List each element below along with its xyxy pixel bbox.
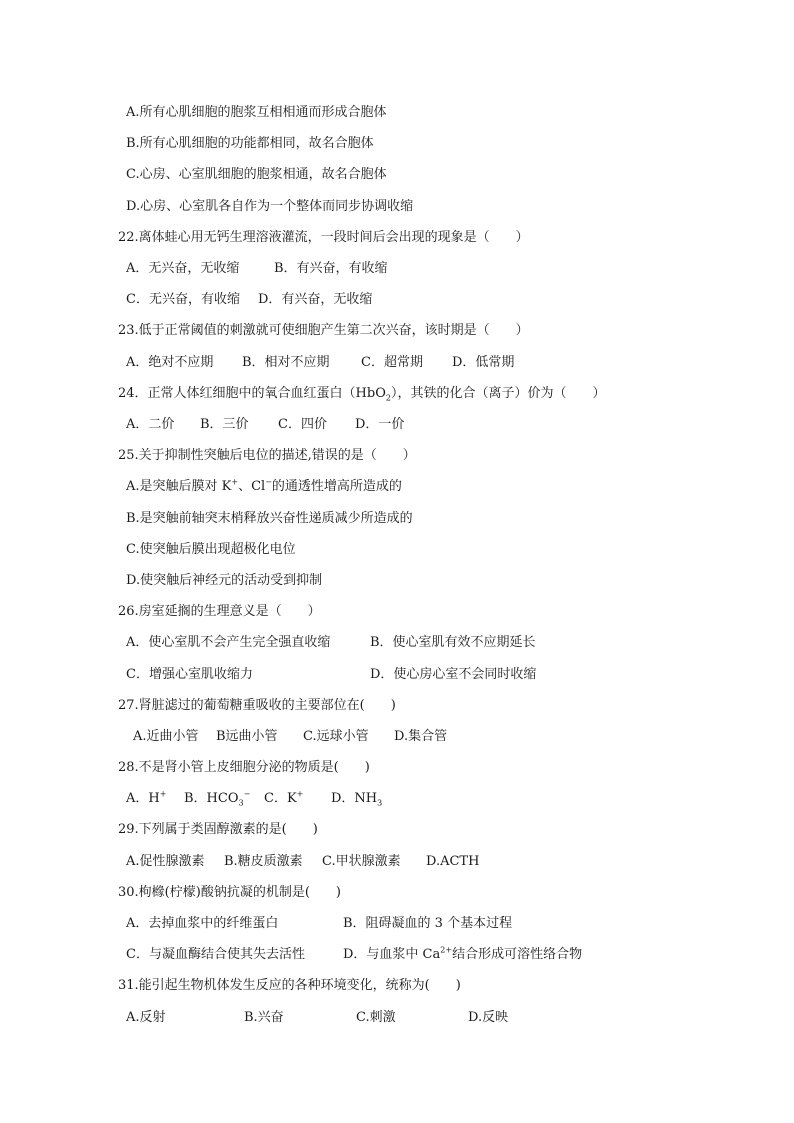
q26-option-c: C．增强心室肌收缩力 xyxy=(126,667,253,682)
q30-d-sup: 2+ xyxy=(440,945,453,955)
q27-option-a: A.近曲小管 xyxy=(133,729,199,744)
q23-stem: 23.低于正常阈值的刺激就可使细胞产生第二次兴奋，该时期是（ ） xyxy=(118,323,529,338)
q22-option-d: D．有兴奋，无收缩 xyxy=(258,292,373,307)
q21-option-c: C.心房、心室肌细胞的胞浆相通，故名合胞体 xyxy=(126,167,387,182)
q27-option-d: D.集合管 xyxy=(394,729,448,744)
q30-option-a: A．去掉血浆中的纤维蛋白 xyxy=(126,916,279,931)
q28-option-c xyxy=(264,790,303,808)
q26-option-d: D．使心房心室不会同时收缩 xyxy=(370,667,537,682)
q25-a-pre: A.是突触后膜对 K xyxy=(126,479,232,494)
q28-option-a xyxy=(126,790,166,808)
q30-stem: 30.枸橼(柠檬)酸钠抗凝的机制是( ) xyxy=(118,885,341,900)
q28-option-b xyxy=(184,790,250,808)
q21-option-a: A.所有心肌细胞的胞浆互相相通而形成合胞体 xyxy=(126,105,387,120)
q26-option-b: B．使心室肌有效不应期延长 xyxy=(370,635,536,650)
q31-option-c: C.刺激 xyxy=(356,1010,396,1025)
q28-c-text: C．K xyxy=(264,791,297,806)
q28-b-text: B．HCO xyxy=(184,791,239,806)
q28-b-sub: 3 xyxy=(238,798,244,808)
q27-option-b: B远曲小管 xyxy=(216,729,278,744)
q29-option-d: D.ACTH xyxy=(426,854,480,869)
q29-stem: 29.下列属于类固醇激素的是( ) xyxy=(118,822,318,837)
q28-b-sup: − xyxy=(243,789,251,799)
q31-option-a: A.反射 xyxy=(126,1010,166,1025)
q24-stem-sub: 2 xyxy=(385,393,391,403)
q31-stem: 31.能引起生物机体发生反应的各种环境变化，统称为( ) xyxy=(118,978,461,993)
q24-option-c: C．四价 xyxy=(278,417,327,432)
q23-option-b: B．相对不应期 xyxy=(242,355,330,370)
q31-option-d: D.反映 xyxy=(468,1010,509,1025)
q25-option-a xyxy=(126,478,402,496)
q25-option-c: C.使突触后膜出现超极化电位 xyxy=(126,542,296,557)
q24-stem-post: ），其铁的化合（离子）价为（ ） xyxy=(390,386,606,401)
q25-a-sup1: + xyxy=(231,477,239,487)
q28-d-text: D．NH xyxy=(331,791,378,806)
q23-option-c: C．超常期 xyxy=(361,355,423,370)
q29-option-c: C.甲状腺激素 xyxy=(322,854,401,869)
q22-option-c: C．无兴奋，有收缩 xyxy=(126,292,240,307)
q26-option-a: A．使心室肌不会产生完全强直收缩 xyxy=(126,635,331,650)
q22-stem: 22.离体蛙心用无钙生理溶液灌流，一段时间后会出现的现象是（ ） xyxy=(118,230,529,245)
q26-stem: 26.房室延搁的生理意义是（ ） xyxy=(118,604,321,619)
q30-option-b: B．阻碍凝血的 3 个基本过程 xyxy=(343,916,513,931)
q28-option-d xyxy=(331,790,382,808)
q25-a-sup2: − xyxy=(265,477,272,487)
q25-option-d: D.使突触后神经元的活动受到抑制 xyxy=(126,573,323,588)
q28-stem: 28.不是肾小管上皮细胞分泌的物质是( ) xyxy=(118,760,370,775)
q25-a-mid: 、Cl xyxy=(238,479,266,494)
q24-stem-pre: 24．正常人体红细胞中的氧合血红蛋白（HbO xyxy=(118,386,386,401)
q29-option-b: B.糖皮质激素 xyxy=(224,854,303,869)
q24-option-a: A．二价 xyxy=(126,417,175,432)
q24-option-d: D．一价 xyxy=(355,417,405,432)
q31-option-b: B.兴奋 xyxy=(244,1010,284,1025)
q28-d-sub: 3 xyxy=(377,798,383,808)
q24-stem xyxy=(118,385,605,403)
q23-option-d: D．低常期 xyxy=(452,355,515,370)
q25-option-b: B.是突触前轴突末梢释放兴奋性递质减少所造成的 xyxy=(126,511,413,526)
q27-stem: 27.肾脏滤过的葡萄糖重吸收的主要部位在( ) xyxy=(118,698,396,713)
q28-a-sup: + xyxy=(159,789,167,799)
q25-a-post: 的通透性增高所造成的 xyxy=(271,479,402,494)
q21-option-d: D.心房、心室肌各自作为一个整体而同步协调收缩 xyxy=(126,199,414,214)
q27-option-c: C.远球小管 xyxy=(303,729,369,744)
q30-d-pre: D．与血浆中 Ca xyxy=(343,947,441,962)
q22-option-b: B．有兴奋，有收缩 xyxy=(274,261,388,276)
q28-c-sup: + xyxy=(296,789,304,799)
q30-d-post: 结合形成可溶性络合物 xyxy=(452,947,583,962)
q25-stem: 25.关于抑制性突触后电位的描述,错误的是（ ） xyxy=(118,448,416,463)
q21-option-b: B.所有心肌细胞的功能都相同，故名合胞体 xyxy=(126,136,374,151)
q30-option-c: C．与凝血酶结合使其失去活性 xyxy=(126,947,305,962)
q22-option-a: A．无兴奋，无收缩 xyxy=(126,261,240,276)
q30-option-d xyxy=(343,946,582,964)
q24-option-b: B．三价 xyxy=(200,417,249,432)
q23-option-a: A．绝对不应期 xyxy=(126,355,214,370)
q28-a-text: A．H xyxy=(126,791,160,806)
q29-option-a: A.促性腺激素 xyxy=(126,854,205,869)
